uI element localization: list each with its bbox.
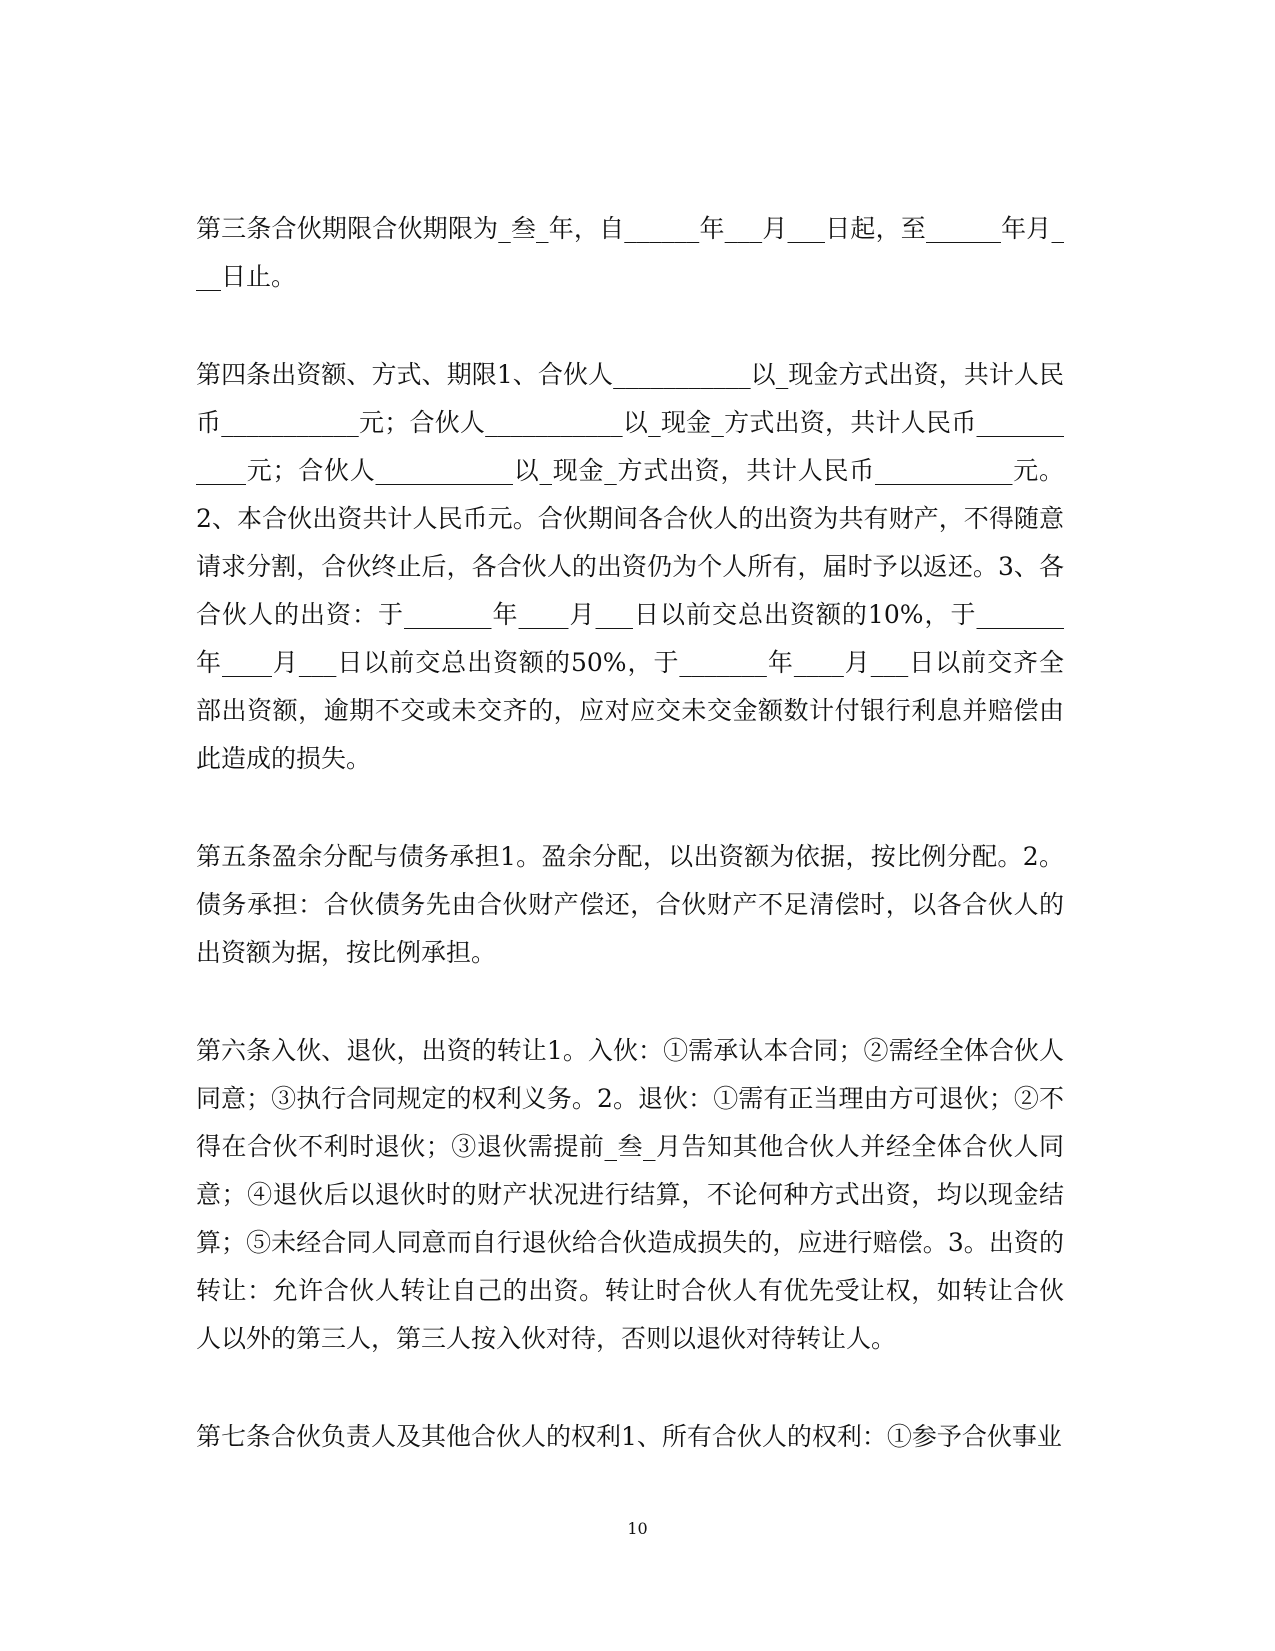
document-body xyxy=(196,205,1064,1511)
page-number: 10 xyxy=(627,1519,648,1538)
article-6-paragraph: 第六条入伙、退伙，出资的转让1。入伙：①需承认本合同；②需经全体合伙人同意；③执行合同规定的权利义务。2。退伙：①需有正当理由方可退伙；②不得在合伙不利时退伙；③退伙需提前_叁_月告知其他合伙人并经全体合伙人同意；④退伙后以退伙时的财产状况进行结算，不论何种方式出资，均以现金结算；⑤未经合同人同意而自行退伙给合伙造成损失的，应进行赔偿。3。出资的转让：允许合伙人转让自己的出资。转让时合伙人有优先受让权，如转让合伙人以外的第三人，第三人按入伙对待，否则以退伙对待转让人。 xyxy=(196,1036,1064,1353)
article-3-paragraph: 第三条合伙期限合伙期限为_叁_年，自______年___月___日起，至______年月___日止。 xyxy=(196,214,1064,291)
article-4-paragraph: 第四条出资额、方式、期限1、合伙人___________以_现金方式出资，共计人民币___________元；合伙人___________以_现金_方式出资，共计人民币___________元；合伙人___________以_现金_方式出资，共计人民币___________元。2、本合伙出资共计人民币元。合伙期间各合伙人的出资为共有财产，不得随意请求分割，合伙终止后，各合伙人的出资仍为个人所有，届时予以返还。3、各合伙人的出资：于_______年____月___日以前交总出资额的10%，于_______年____月___日以前交总出资额的50%，于_______年____月___日以前交齐全部出资额，逾期不交或未交齐的，应对应交未交金额数计付银行利息并赔偿由此造成的损失。 xyxy=(196,360,1064,773)
article-7-paragraph: 第七条合伙负责人及其他合伙人的权利1、所有合伙人的权利：①参予合伙事业 xyxy=(196,1422,1062,1451)
article-5-paragraph: 第五条盈余分配与债务承担1。盈余分配，以出资额为依据，按比例分配。2。债务承担：合伙债务先由合伙财产偿还，合伙财产不足清偿时，以各合伙人的出资额为据，按比例承担。 xyxy=(196,842,1064,967)
